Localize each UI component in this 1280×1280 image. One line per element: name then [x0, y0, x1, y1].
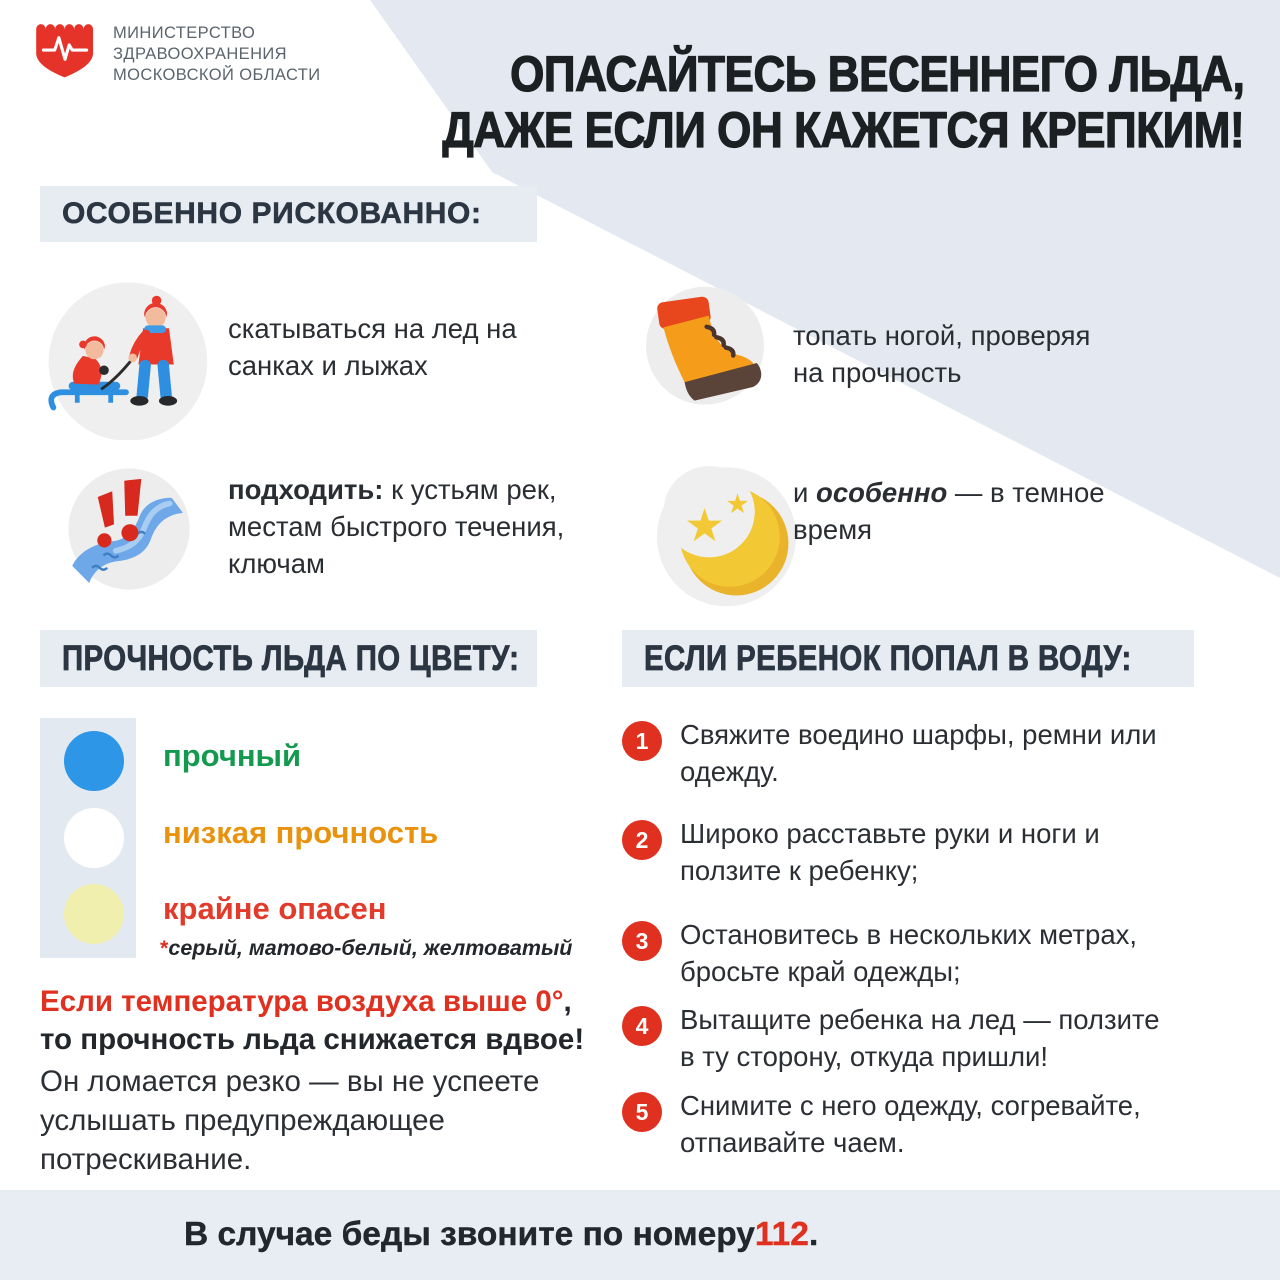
- call-text: В случае беды звоните по номеру: [184, 1216, 755, 1253]
- ice-label-dangerous: крайне опасен: [163, 891, 387, 926]
- rescue-step-2: [622, 816, 1170, 889]
- step-text: Вытащите ребенка на лед — ползите в ту сторону, откуда пришли!: [680, 1004, 1160, 1072]
- temperature-warning-highlight: Если температура воздуха выше 0°: [40, 985, 564, 1018]
- ministry-name: [113, 16, 320, 85]
- temperature-warning-line1: [40, 983, 620, 1021]
- call-text-period: .: [808, 1216, 819, 1253]
- risk-item-night-emphasis: особенно: [816, 477, 948, 508]
- ice-swatch-strong: [64, 731, 124, 791]
- emergency-footer: [0, 1190, 1280, 1280]
- page-title: [333, 46, 1244, 158]
- risk-item-night-rest: — в темное время: [793, 477, 1105, 545]
- risk-item-sled-text: скатываться на лед на санках и лыжах: [228, 313, 517, 381]
- emergency-number: 112: [754, 1216, 809, 1253]
- step-number-badge: 4: [622, 1006, 662, 1046]
- step-number-badge: 2: [622, 820, 662, 860]
- ministry-logo: [30, 16, 320, 85]
- footnote-asterisk: *: [160, 936, 169, 960]
- ministry-shield-icon: [30, 16, 98, 80]
- risks-section-header: [40, 186, 537, 242]
- boot-icon: [638, 276, 772, 415]
- rescue-step-1: [622, 717, 1170, 790]
- risk-item-night-prefix: и: [793, 477, 817, 508]
- step-number-badge: 3: [622, 921, 662, 961]
- ministry-name-line3: МОСКОВСКОЙ ОБЛАСТИ: [113, 65, 321, 84]
- ice-colors-section-header: [40, 630, 537, 687]
- rescue-section-header: [622, 630, 1194, 687]
- ministry-name-line1: МИНИСТЕРСТВО: [113, 24, 256, 42]
- risk-item-river-rest: к устьям рек, местам быстрого течения, ключам: [228, 474, 565, 579]
- step-text: Свяжите воедино шарфы, ремни или одежду.: [680, 719, 1157, 787]
- ice-swatch-dangerous: [64, 884, 124, 944]
- ministry-name-line2: ЗДРАВООХРАНЕНИЯ: [113, 44, 287, 63]
- ice-colors-header-label: ПРОЧНОСТЬ ЛЬДА ПО ЦВЕТУ:: [62, 638, 520, 678]
- emergency-call-text: [184, 1190, 818, 1280]
- step-number-badge: 1: [622, 721, 662, 761]
- risk-item-river-bold: подходить:: [228, 474, 384, 505]
- ice-breaks-paragraph: Он ломается резко — вы не успеете услышать предупреждающее потрескивание.: [40, 1065, 540, 1177]
- ice-label-weak: низкая прочность: [163, 815, 439, 850]
- ice-color-footnote: [160, 936, 572, 961]
- sled-icon: [40, 268, 212, 445]
- risks-header-label: ОСОБЕННО РИСКОВАННО:: [62, 197, 482, 230]
- step-number-badge: 5: [622, 1092, 662, 1132]
- temperature-warning-comma: ,: [563, 985, 572, 1018]
- svg-text:★: ★: [725, 488, 750, 520]
- risk-item-boot-text: топать ногой, проверяя на прочность: [793, 320, 1091, 388]
- moon-icon: [645, 452, 808, 620]
- rescue-header-label: ЕСЛИ РЕБЕНОК ПОПАЛ В ВОДУ:: [644, 638, 1132, 678]
- rescue-step-3: [622, 917, 1170, 990]
- step-text: Снимите с него одежду, согревайте, отпаивайте чаем.: [680, 1090, 1141, 1158]
- temperature-warning-line2: то прочность льда снижается вдвое!: [40, 1023, 585, 1057]
- title-line2: ДАЖЕ ЕСЛИ ОН КАЖЕТСЯ КРЕПКИМ!: [442, 102, 1244, 158]
- ice-label-strong: прочный: [163, 738, 302, 773]
- river-warning-icon: [58, 458, 200, 605]
- risk-item-river-text: [228, 472, 628, 583]
- rescue-step-5: [622, 1088, 1170, 1161]
- step-text: Остановитесь в нескольких метрах, бросьте край одежды;: [680, 919, 1137, 987]
- svg-text:★: ★: [684, 499, 726, 553]
- footnote-text: серый, матово-белый, желтоватый: [168, 936, 573, 960]
- step-text: Широко расставьте руки и ноги и ползите к ребенку;: [680, 818, 1100, 886]
- rescue-step-4: [622, 1002, 1170, 1075]
- title-line1: ОПАСАЙТЕСЬ ВЕСЕННЕГО ЛЬДА,: [509, 46, 1244, 102]
- risk-item-night-text: [793, 475, 1143, 549]
- temperature-warning: [40, 983, 620, 1060]
- ice-swatch-weak: [64, 808, 124, 868]
